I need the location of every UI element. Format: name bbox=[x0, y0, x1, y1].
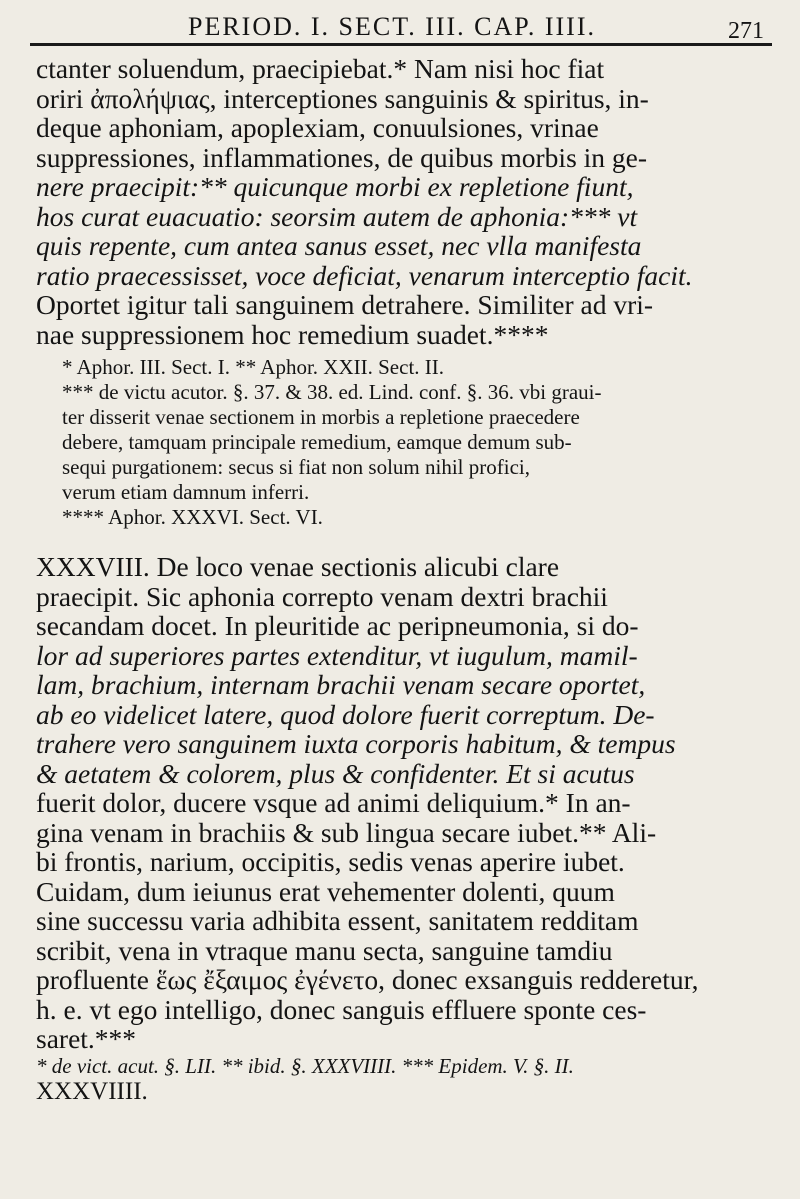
header-rule bbox=[30, 43, 772, 46]
footnote-3-line: ter disserit venae sectionem in morbis a repletione praecedere bbox=[62, 405, 580, 429]
text-line: fuerit dolor, ducere vsque ad animi deliquium.* In an- bbox=[36, 787, 631, 818]
text-line: ab eo videlicet latere, quod dolore fuerit correptum. De- bbox=[36, 698, 655, 730]
text-line: praecipit. Sic aphonia correpto venam dextri brachii bbox=[36, 580, 608, 612]
text-line: lor ad superiores partes extenditur, vt iugulum, mamil- bbox=[36, 639, 638, 671]
footnote-3-line: debere, tamquam principale remedium, eamque demum sub- bbox=[62, 430, 572, 454]
footnotes-bottom: * de vict. acut. §. LII. ** ibid. §. XXXVIIII. *** Epidem. V. §. II. bbox=[36, 1053, 574, 1078]
text-line: hos curat euacuatio: seorsim autem de aphonia:*** vt bbox=[36, 200, 638, 232]
footnote-1-2: * Aphor. III. Sect. I. ** Aphor. XXII. Sect. II. bbox=[62, 355, 445, 379]
section-xxxviii bbox=[36, 552, 772, 1054]
page-header bbox=[36, 8, 770, 42]
text-line: ctanter soluendum, praecipiebat.* Nam nisi hoc fiat bbox=[36, 53, 605, 84]
footnotes-top bbox=[36, 355, 772, 530]
footnote-3-line: verum etiam damnum inferri. bbox=[62, 480, 310, 504]
page-number: 271 bbox=[728, 18, 764, 44]
catchword: XXXVIIII. bbox=[36, 1077, 148, 1105]
main-text bbox=[36, 54, 772, 1105]
text-line: quis repente, cum antea sanus esset, nec vlla manifesta bbox=[36, 230, 642, 261]
text-line: & aetatem & colorem, plus & confidenter. Et si acutus bbox=[36, 757, 635, 789]
text-line: bi frontis, narium, occipitis, sedis venas aperire iubet. bbox=[36, 846, 625, 877]
footnote-3-line: *** de victu acutor. §. 37. & 38. ed. Lind. conf. §. 36. vbi graui- bbox=[62, 380, 602, 404]
text-line: Oportet igitur tali sanguinem detrahere. Similiter ad vri- bbox=[36, 289, 654, 320]
footnote-3-line: sequi purgationem: secus si fiat non solum nihil profici, bbox=[62, 455, 530, 479]
text-line: nae suppressionem hoc remedium suadet.**** bbox=[36, 318, 549, 350]
text-line: scribit, vena in vtraque manu secta, sanguine tamdiu bbox=[36, 934, 613, 966]
text-line: saret.*** bbox=[36, 1023, 137, 1054]
text-line: h. e. vt ego intelligo, donec sanguis effluere sponte ces- bbox=[36, 993, 647, 1025]
text-line: oriri ἀπολήψιας, interceptiones sanguinis & spiritus, in- bbox=[36, 82, 649, 114]
text-line: deque aphoniam, apoplexiam, conuulsiones, vrinae bbox=[36, 112, 599, 143]
paragraph-1 bbox=[36, 54, 772, 349]
text-line: sine successu varia adhibita essent, sanitatem redditam bbox=[36, 905, 639, 936]
text-line: XXXVIII. De loco venae sectionis alicubi clare bbox=[36, 551, 560, 582]
text-line: suppressiones, inflammationes, de quibus morbis in ge- bbox=[36, 141, 648, 173]
footnote-4: **** Aphor. XXXVI. Sect. VI. bbox=[62, 505, 323, 529]
text-line: ratio praecessisset, voce deficiat, venarum interceptio facit. bbox=[36, 259, 693, 291]
running-head: PERIOD. I. SECT. III. CAP. IIII. bbox=[188, 12, 596, 41]
text-line: gina venam in brachiis & sub lingua secare iubet.** Ali- bbox=[36, 816, 657, 848]
text-line: trahere vero sanguinem iuxta corporis habitum, & tempus bbox=[36, 728, 676, 759]
text-line: nere praecipit:** quicunque morbi ex repletione fiunt, bbox=[36, 171, 634, 202]
text-line: profluente ἕως ἔξαιμος ἐγένετο, donec exsanguis redderetur, bbox=[36, 964, 699, 995]
text-line: secandam docet. In pleuritide ac peripneumonia, si do- bbox=[36, 610, 639, 641]
text-line: lam, brachium, internam brachii venam secare oportet, bbox=[36, 669, 646, 700]
text-line: Cuidam, dum ieiunus erat vehementer dolenti, quum bbox=[36, 875, 615, 907]
